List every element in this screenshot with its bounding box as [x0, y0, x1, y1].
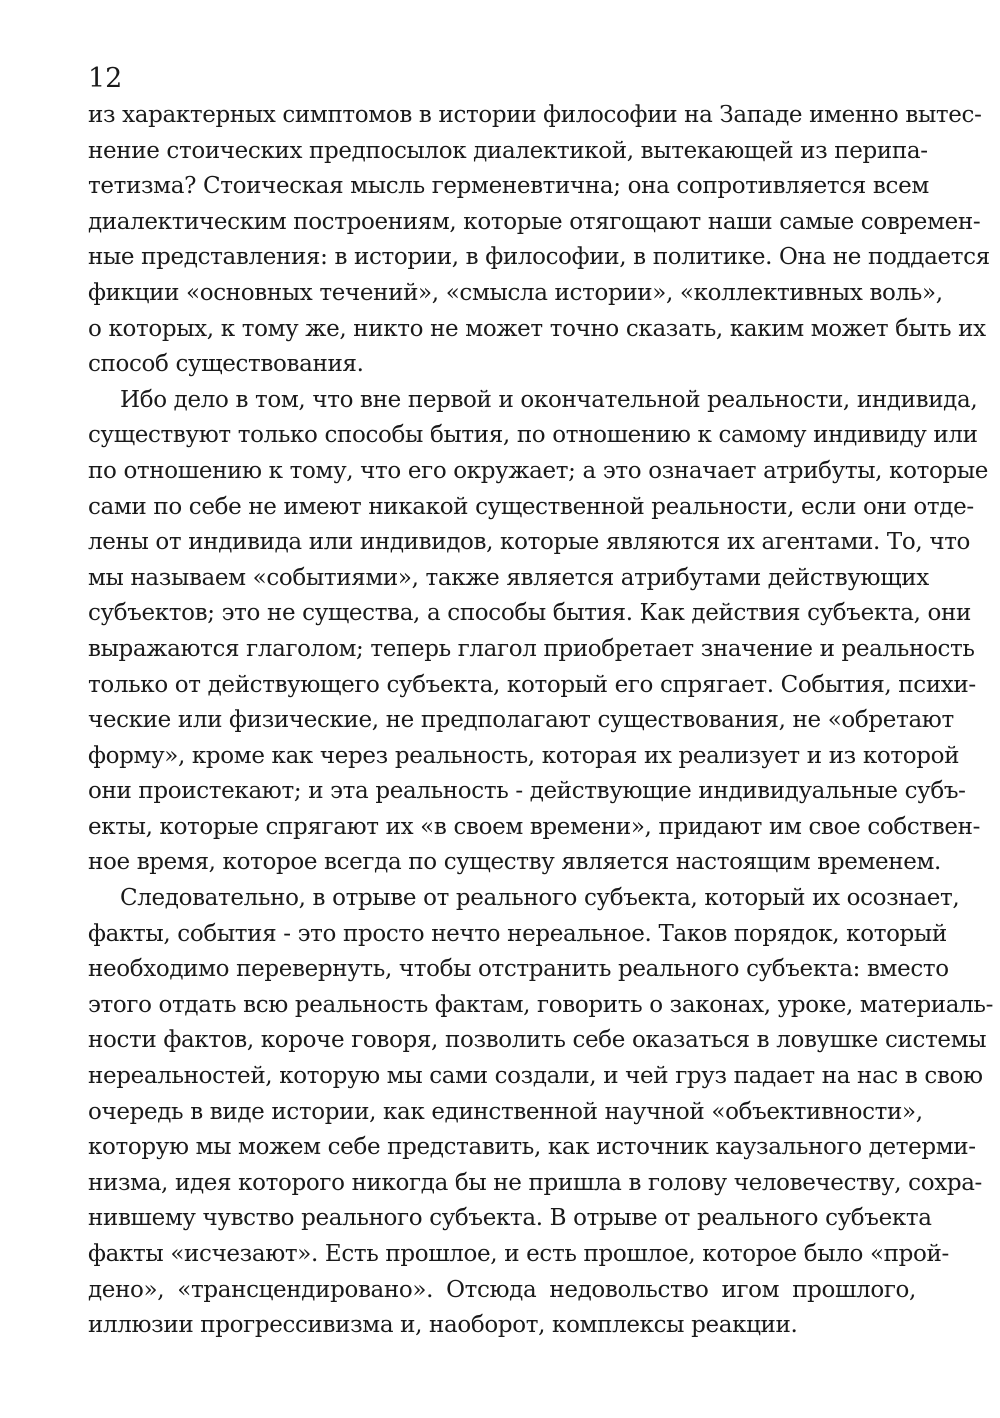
book-page	[88, 62, 994, 1344]
text-line: субъектов; это не существа, а способы бытия. Как действия субъекта, они	[88, 600, 971, 627]
text-line: способ существования.	[88, 351, 364, 378]
text-line: иллюзии прогрессивизма и, наоборот, комплексы реакции.	[88, 1312, 798, 1339]
text-line: ческие или физические, не предполагают существования, не «обретают	[88, 707, 954, 734]
body-text	[88, 98, 994, 1344]
text-line: форму», кроме как через реальность, которая их реализует и из которой	[88, 742, 960, 769]
text-line: Ибо дело в том, что вне первой и окончательной реальности, индивида,	[120, 386, 978, 413]
paragraph	[88, 881, 994, 1344]
text-line: дено», «трансцендировано». Отсюда недовольство игом прошлого,	[88, 1276, 916, 1303]
text-line: екты, которые спрягают их «в своем времени», придают им свое собствен-	[88, 813, 981, 840]
text-line: нереальностей, которую мы сами создали, и чей груз падает на нас в свою	[88, 1063, 983, 1090]
text-line: мы называем «событиями», также является атрибутами действующих	[88, 564, 929, 591]
text-line: они проистекают; и эта реальность - действующие индивидуальные субъ-	[88, 778, 966, 805]
paragraph	[88, 383, 989, 881]
text-line: лены от индивида или индивидов, которые являются их агентами. То, что	[88, 529, 971, 556]
text-line: этого отдать всю реальность фактам, говорить о законах, уроке, материаль-	[88, 991, 994, 1018]
text-line: о которых, к тому же, никто не может точно сказать, каким может быть их	[88, 315, 986, 342]
text-line: тетизма? Стоическая мысль герменевтична; она сопротивляется всем	[88, 173, 929, 200]
text-line: диалектическим построениям, которые отягощают наши самые современ-	[88, 208, 981, 235]
text-line: ные представления: в истории, в философии, в политике. Она не поддается	[88, 244, 990, 271]
text-line: нение стоических предпосылок диалектикой, вытекающей из перипа-	[88, 137, 928, 164]
text-line: из характерных симптомов в истории философии на Западе именно вытес-	[88, 102, 982, 128]
text-line: Следовательно, в отрыве от реального субъекта, который их осознает,	[120, 885, 960, 912]
text-line: факты, события - это просто нечто нереальное. Таков порядок, который	[88, 920, 947, 947]
text-line: ности фактов, короче говоря, позволить себе оказаться в ловушке системы	[88, 1027, 987, 1054]
text-line: выражаются глаголом; теперь глагол приобретает значение и реальность	[88, 635, 975, 662]
text-line: необходимо перевернуть, чтобы отстранить реального субъекта: вместо	[88, 956, 949, 983]
page-number: 12	[88, 63, 123, 94]
text-line: факты «исчезают». Есть прошлое, и есть прошлое, которое было «прой-	[88, 1241, 949, 1267]
text-line: низма, идея которого никогда бы не пришла в голову человечеству, сохра-	[88, 1169, 982, 1196]
text-line: которую мы можем себе представить, как источник каузального детерми-	[88, 1134, 976, 1161]
text-line: существуют только способы бытия, по отношению к самому индивиду или	[88, 422, 978, 449]
text-line: фикции «основных течений», «смысла истории», «коллективных воль»,	[88, 279, 943, 306]
text-line: ное время, которое всегда по существу является настоящим временем.	[88, 849, 942, 876]
paragraph	[88, 98, 990, 383]
text-line: по отношению к тому, что его окружает; а это означает атрибуты, которые	[88, 457, 989, 484]
text-line: сами по себе не имеют никакой существенной реальности, если они отде-	[88, 493, 974, 520]
text-line: очередь в виде истории, как единственной научной «объективности»,	[88, 1098, 923, 1125]
text-line: нившему чувство реального субъекта. В отрыве от реального субъекта	[88, 1205, 932, 1232]
text-line: только от действующего субъекта, который его спрягает. События, психи-	[88, 671, 976, 698]
